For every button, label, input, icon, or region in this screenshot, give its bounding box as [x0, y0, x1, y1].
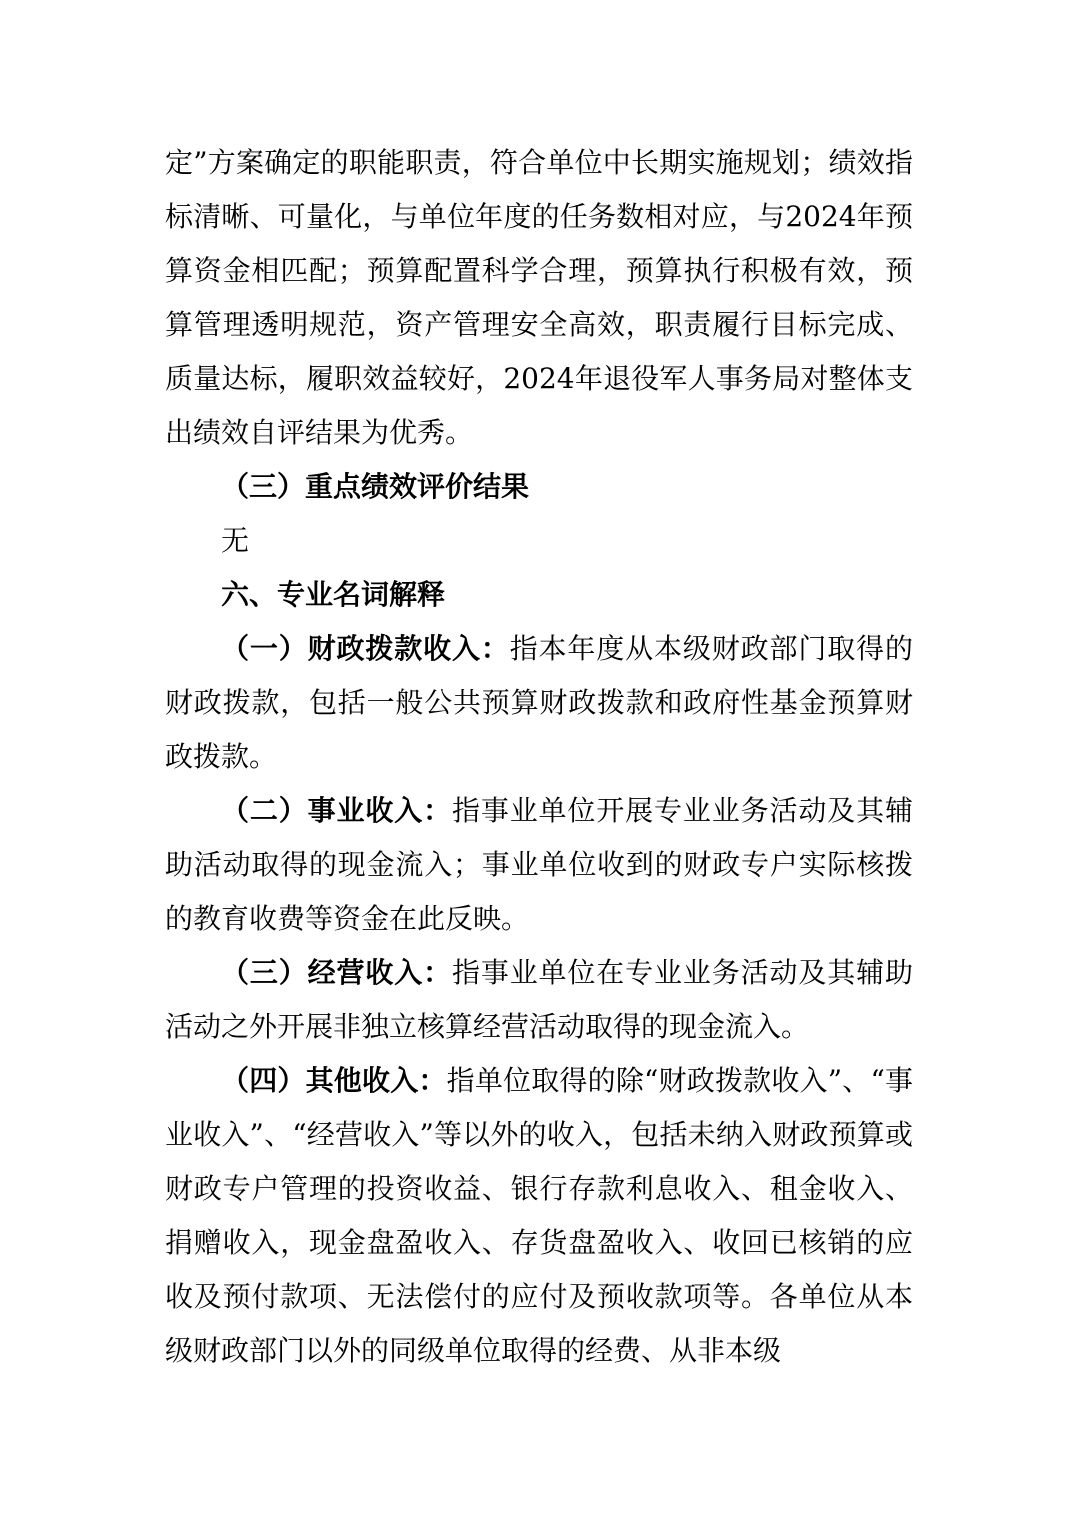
term-label: （三）经营收入： — [221, 956, 452, 989]
term-definition: 指单位取得的除“财政拨款收入”、“事业收入”、“经营收入”等以外的收入，包括未纳入财政预算或财政专户管理的投资收益、银行存款利息收入、租金收入、捐赠收入，现金盘盈收入、存货盘盈收入、收回已核销的应收及预付款项、无法偿付的应付及预收款项等。各单位从本级财政部门以外的同级单位取得的经费、从非本级 — [165, 1064, 913, 1367]
term-business-income — [165, 784, 913, 946]
section-heading-terms: 六、专业名词解释 — [221, 578, 446, 611]
paragraph-performance-summary: 定”方案确定的职能职责，符合单位中长期实施规划；绩效指标清晰、可量化，与单位年度的任务数相对应，与2024年预算资金相匹配；预算配置科学合理，预算执行积极有效，预算管理透明规范，资产管理安全高效，职责履行目标完成、质量达标，履职效益较好，2024年退役军人事务局对整体支出绩效自评结果为优秀。 — [165, 146, 913, 449]
subsection-heading-key-evaluation: （三）重点绩效评价结果 — [221, 470, 530, 503]
term-label: （四）其他收入： — [221, 1064, 447, 1097]
term-label: （一）财政拨款收入： — [221, 632, 510, 665]
term-operating-income — [165, 946, 913, 1054]
term-definition: 指事业单位开展专业业务活动及其辅助活动取得的现金流入；事业单位收到的财政专户实际核拨的教育收费等资金在此反映。 — [165, 794, 913, 935]
term-definition: 指事业单位在专业业务活动及其辅助活动之外开展非独立核算经营活动取得的现金流入。 — [165, 956, 913, 1043]
document-body — [165, 136, 913, 1378]
term-other-income — [165, 1054, 913, 1378]
term-definition: 指本年度从本级财政部门取得的财政拨款，包括一般公共预算财政拨款和政府性基金预算财政拨款。 — [165, 632, 913, 773]
paragraph-none: 无 — [221, 524, 250, 557]
term-fiscal-appropriation — [165, 622, 913, 784]
term-label: （二）事业收入： — [221, 794, 452, 827]
